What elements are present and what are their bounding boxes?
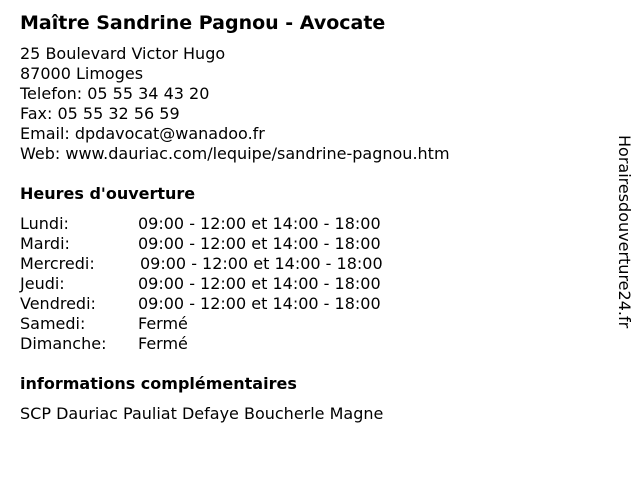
hours-time: 09:00 - 12:00 et 14:00 - 18:00	[138, 294, 381, 313]
site-watermark: Horairesdouverture24.fr	[615, 135, 634, 329]
hours-time: Fermé	[138, 314, 188, 333]
hours-day: Lundi:	[20, 214, 69, 233]
hours-time: 09:00 - 12:00 et 14:00 - 18:00	[140, 254, 383, 273]
hours-day: Jeudi:	[20, 274, 65, 293]
hours-day: Mardi:	[20, 234, 70, 253]
additional-info-text: SCP Dauriac Pauliat Defaye Boucherle Magne	[20, 404, 384, 423]
hours-day: Samedi:	[20, 314, 86, 333]
address-city: 87000 Limoges	[20, 64, 144, 83]
address-street: 25 Boulevard Victor Hugo	[20, 44, 226, 63]
opening-hours-heading: Heures d'ouverture	[20, 184, 196, 203]
additional-info-heading: informations complémentaires	[20, 374, 297, 393]
hours-day: Dimanche:	[20, 334, 107, 353]
fax-line: Fax: 05 55 32 56 59	[20, 104, 180, 123]
hours-day: Vendredi:	[20, 294, 96, 313]
hours-time: Fermé	[138, 334, 188, 353]
hours-time: 09:00 - 12:00 et 14:00 - 18:00	[138, 234, 381, 253]
page-title: Maître Sandrine Pagnou - Avocate	[20, 12, 386, 34]
hours-time: 09:00 - 12:00 et 14:00 - 18:00	[138, 214, 381, 233]
web-line: Web: www.dauriac.com/lequipe/sandrine-pagnou.htm	[20, 144, 450, 163]
email-line: Email: dpdavocat@wanadoo.fr	[20, 124, 265, 143]
hours-time: 09:00 - 12:00 et 14:00 - 18:00	[138, 274, 381, 293]
hours-day: Mercredi:	[20, 254, 95, 273]
phone-line: Telefon: 05 55 34 43 20	[20, 84, 210, 103]
